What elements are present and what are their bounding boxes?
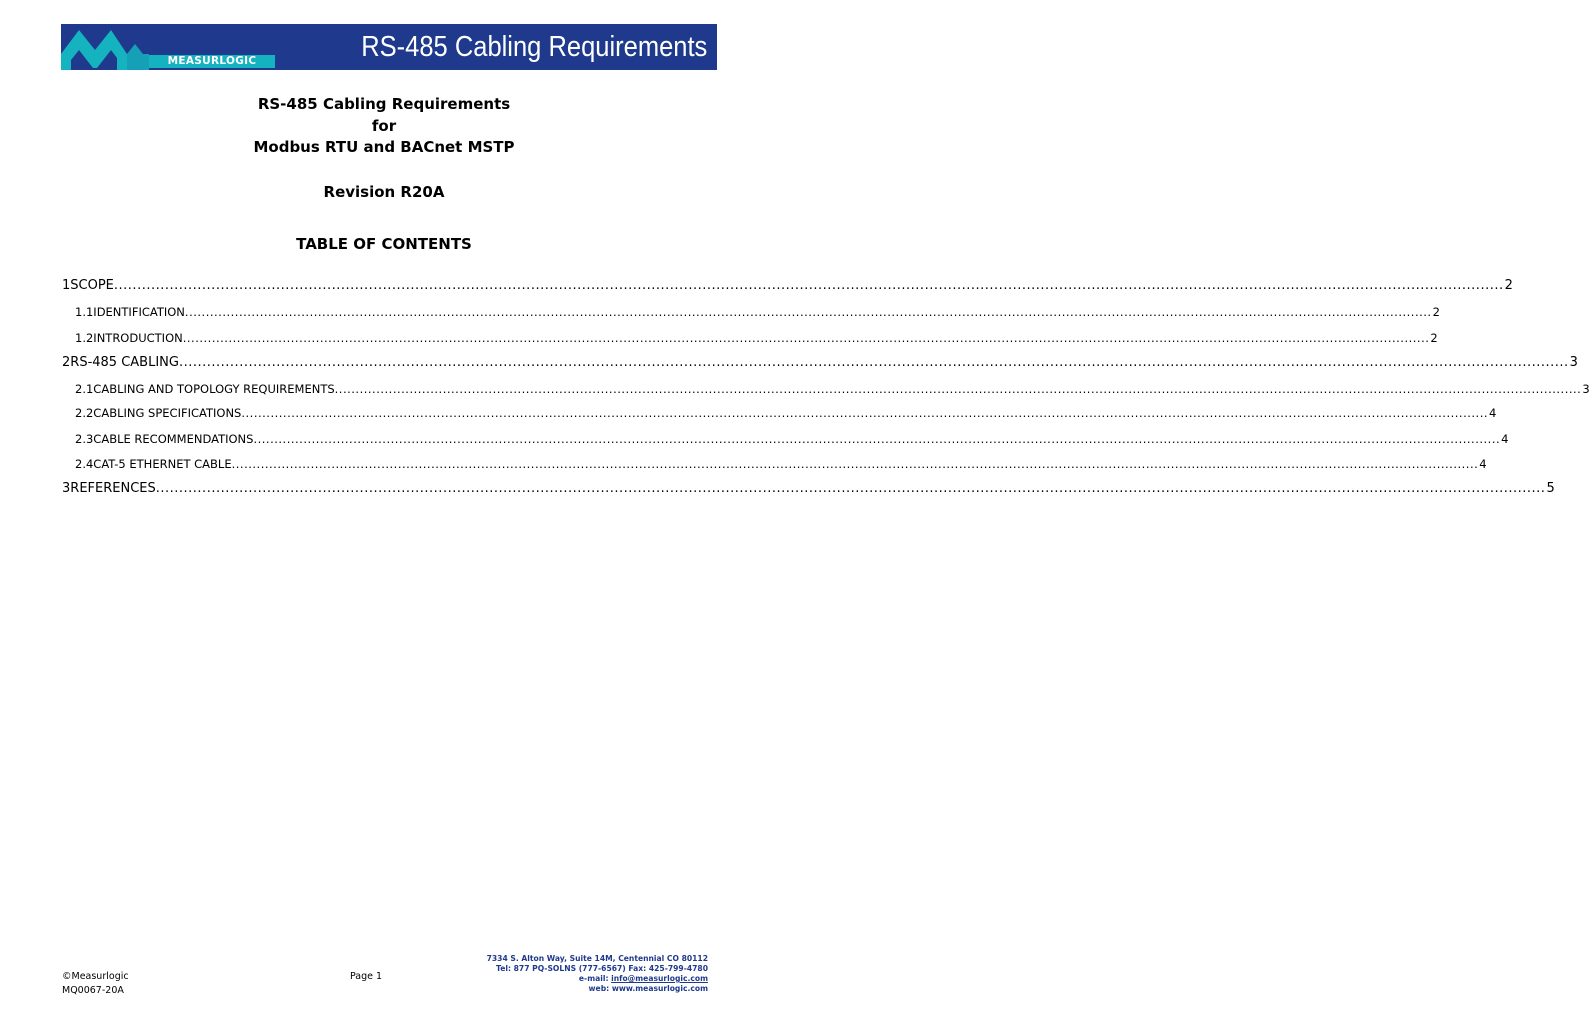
toc-entry-page: 4 (1489, 406, 1497, 420)
toc-entry-title: REFERENCES (70, 481, 156, 496)
banner-title: RS-485 Cabling Requirements (360, 31, 707, 63)
footer-email-link[interactable]: info@measurlogic.com (611, 974, 708, 983)
toc-entry-title: CABLING AND TOPOLOGY REQUIREMENTS (93, 382, 335, 396)
toc-entry-number: 3 (62, 481, 71, 496)
toc-dot-leader: ............................................................................................................................................................................................................................................................................................................ (182, 331, 1430, 345)
toc-dot-leader: ............................................................................................................................................................................................................................................................................................................ (231, 457, 1479, 471)
toc-entry-introduction[interactable] (62, 331, 1438, 349)
toc-entry-cable-recommendations[interactable] (62, 432, 1509, 450)
measurlogic-m-logo-icon (61, 24, 151, 70)
toc-entry-title: CABLING SPECIFICATIONS (93, 406, 242, 420)
toc-entry-page: 5 (1546, 481, 1555, 496)
toc-entry-cabling-specifications[interactable] (62, 406, 1497, 424)
toc-entry-scope[interactable] (62, 278, 1513, 298)
toc-dot-leader: ............................................................................................................................................................................................................................................................................................................ (253, 432, 1501, 446)
document-title-block (0, 94, 768, 203)
toc-entry-number: 2.4 (75, 457, 94, 471)
toc-entry-page: 4 (1479, 457, 1487, 471)
toc-dot-leader: ............................................................................................................................................................................................................................................................................................................ (155, 481, 1546, 496)
footer-email-line (487, 974, 708, 984)
footer-contact (487, 954, 708, 994)
toc-dot-leader: ............................................................................................................................................................................................................................................................................................................ (334, 382, 1582, 396)
document-subtitle: Modbus RTU and BACnet MSTP (253, 138, 515, 156)
footer-page-number: Page 1 (350, 971, 383, 982)
document-title: RS-485 Cabling Requirements (257, 95, 511, 113)
toc-dot-leader: ............................................................................................................................................................................................................................................................................................................ (178, 355, 1569, 370)
document-revision: Revision R20A (323, 182, 445, 201)
footer-address: 7334 S. Alton Way, Suite 14M, Centennial CO 80112 (486, 954, 708, 963)
document-title-for: for (371, 116, 397, 135)
company-logo (61, 24, 277, 70)
toc-entry-page: 2 (1432, 305, 1440, 319)
footer-web[interactable]: web: www.measurlogic.com (588, 984, 708, 993)
toc-entry-number: 1.1 (75, 305, 94, 319)
toc-entry-page: 2 (1430, 331, 1438, 345)
toc-entry-number: 2.2 (75, 406, 94, 420)
toc-entry-rs485-cabling[interactable] (62, 355, 1578, 375)
footer-phone: Tel: 877 PQ-SOLNS (777-6567) Fax: 425-799-4780 (496, 964, 708, 973)
toc-entry-cabling-topology[interactable] (62, 382, 1590, 400)
company-name: MEASURLOGIC (149, 55, 275, 68)
toc-entry-references[interactable] (62, 481, 1555, 501)
toc-dot-leader: ............................................................................................................................................................................................................................................................................................................ (113, 278, 1504, 293)
toc-entry-page: 2 (1504, 278, 1513, 293)
toc-entry-title: CABLE RECOMMENDATIONS (93, 432, 254, 446)
footer-email-label: e-mail: (578, 974, 612, 983)
toc-entry-cat5-ethernet[interactable] (62, 457, 1487, 475)
toc-entry-number: 1 (62, 278, 71, 293)
toc-entry-page: 3 (1569, 355, 1578, 370)
toc-entry-page: 4 (1501, 432, 1509, 446)
toc-entry-title: IDENTIFICATION (93, 305, 185, 319)
toc-entry-number: 2.1 (75, 382, 94, 396)
toc-entry-number: 2.3 (75, 432, 94, 446)
toc-entry-identification[interactable] (62, 305, 1440, 323)
header-banner (61, 24, 717, 70)
toc-heading: TABLE OF CONTENTS (296, 235, 472, 253)
footer-left (62, 970, 129, 998)
footer-copyright: ©Measurlogic (62, 971, 129, 982)
toc-entry-page: 3 (1582, 382, 1590, 396)
toc-entry-number: 1.2 (75, 331, 94, 345)
toc-entry-title: RS-485 CABLING (70, 355, 179, 370)
toc-entry-title: SCOPE (70, 278, 114, 293)
toc-entry-title: CAT-5 ETHERNET CABLE (93, 457, 232, 471)
toc-entry-title: INTRODUCTION (93, 331, 183, 345)
toc-entry-number: 2 (62, 355, 71, 370)
footer-doc-id: MQ0067-20A (62, 985, 124, 996)
toc-dot-leader: ............................................................................................................................................................................................................................................................................................................ (241, 406, 1489, 420)
toc-dot-leader: ............................................................................................................................................................................................................................................................................................................ (184, 305, 1432, 319)
